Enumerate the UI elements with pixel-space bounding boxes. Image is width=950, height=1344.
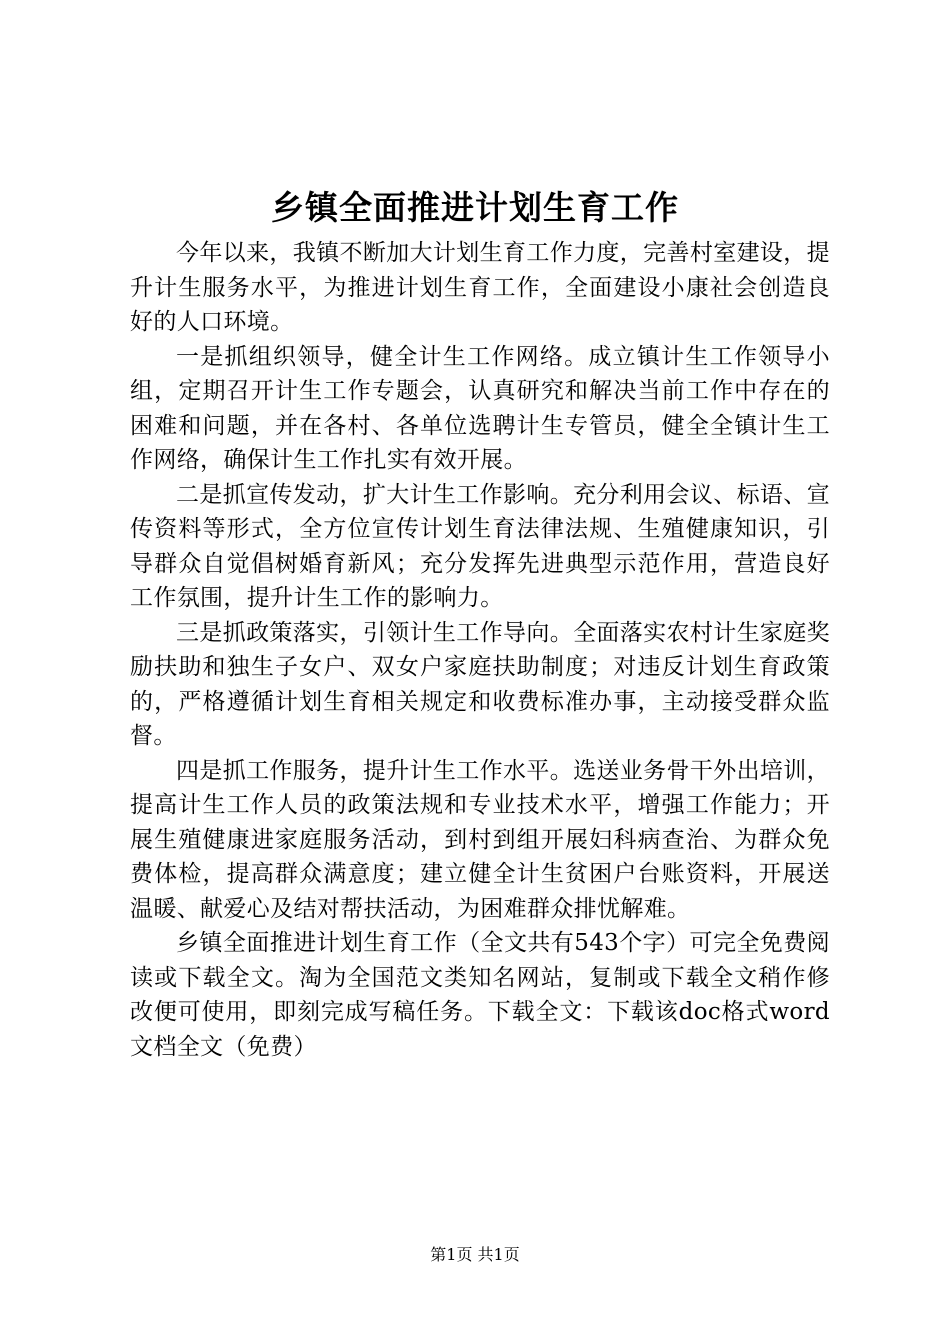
document-title: 乡镇全面推进计划生育工作 <box>271 188 679 227</box>
paragraph-organization: 一是抓组织领导，健全计生工作网络。成立镇计生工作领导小组，定期召开计生工作专题会，认真研究和解决当前工作中存在的困难和问题，并在各村、各单位选聘计生专管员，健全全镇计生工作网络，确保计生工作扎实有效开展。 <box>130 343 830 473</box>
paragraph-publicity: 二是抓宣传发动，扩大计生工作影响。充分利用会议、标语、宣传资料等形式，全方位宣传计划生育法律法规、生殖健康知识，引导群众自觉倡树婚育新风；充分发挥先进典型示范作用，营造良好工作氛围，提升计生工作的影响力。 <box>130 481 830 611</box>
paragraph-download-note: 乡镇全面推进计划生育工作（全文共有543个字）可完全免费阅读或下载全文。淘为全国范文类知名网站，复制或下载全文稍作修改便可使用，即刻完成写稿任务。下载全文：下载该doc格式word文档全文（免费） <box>130 930 830 1060</box>
paragraph-policy: 三是抓政策落实，引领计生工作导向。全面落实农村计生家庭奖励扶助和独生子女户、双女户家庭扶助制度；对违反计划生育政策的，严格遵循计划生育相关规定和收费标准办事，主动接受群众监督。 <box>130 619 830 749</box>
paragraph-service: 四是抓工作服务，提升计生工作水平。选送业务骨干外出培训，提高计生工作人员的政策法规和专业技术水平，增强工作能力；开展生殖健康进家庭服务活动，到村到组开展妇科病查治、为群众免费体检，提高群众满意度；建立健全计生贫困户台账资料，开展送温暖、献爱心及结对帮扶活动，为困难群众排忧解难。 <box>130 757 830 922</box>
page-number-footer: 第1页 共1页 <box>430 1245 520 1264</box>
paragraph-intro: 今年以来，我镇不断加大计划生育工作力度，完善村室建设，提升计生服务水平，为推进计划生育工作，全面建设小康社会创造良好的人口环境。 <box>130 240 830 335</box>
document-body <box>130 236 830 1064</box>
